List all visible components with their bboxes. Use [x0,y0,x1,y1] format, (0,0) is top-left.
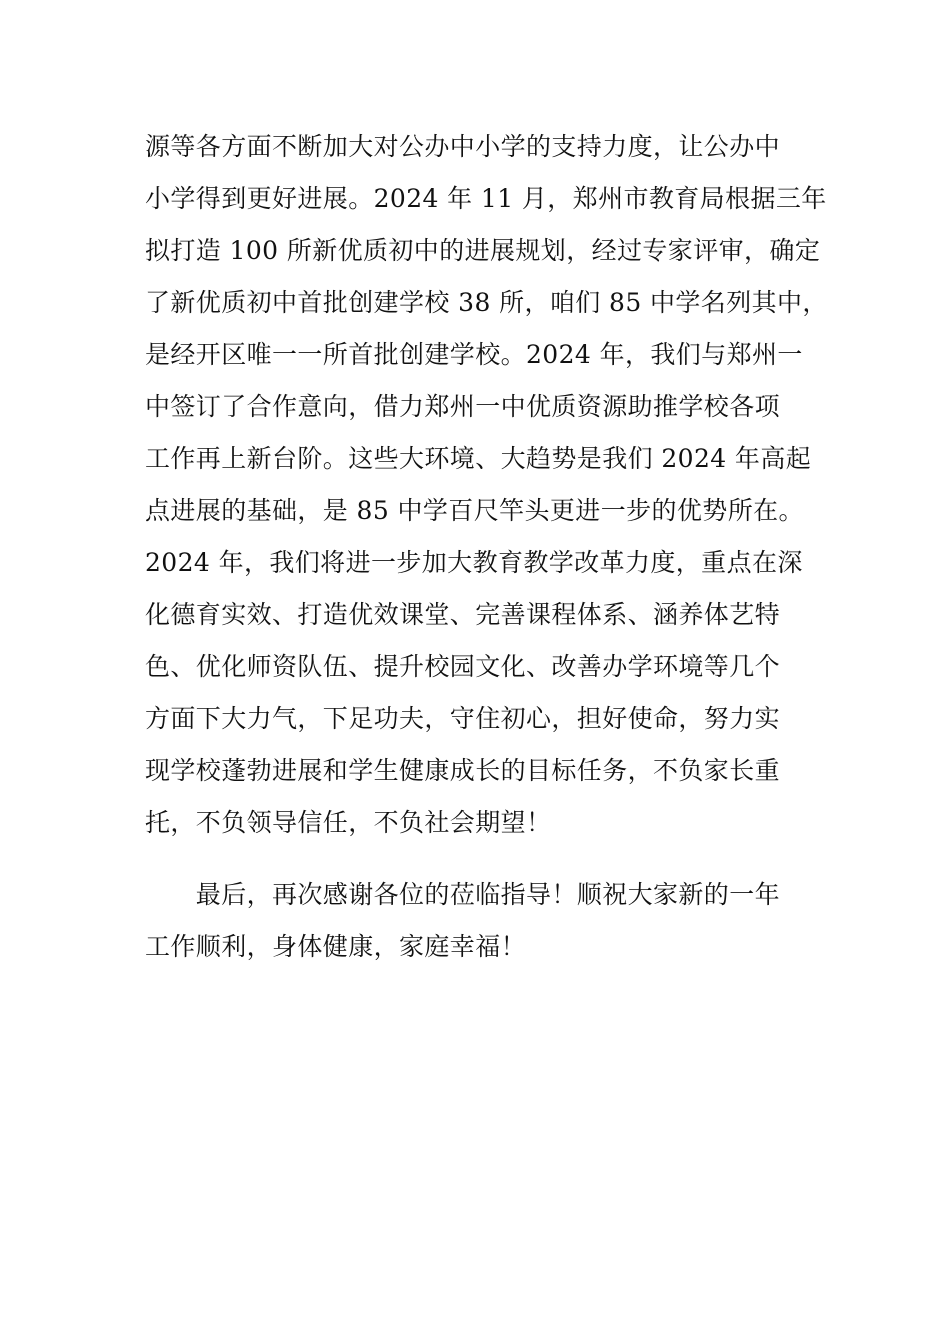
paragraph-line: 托，不负领导信任，不负社会期望！ [145,808,552,837]
paragraph-line: 是经开区唯一一所首批创建学校。2024 年，我们与郑州一 [145,340,803,369]
paragraph-line: 化德育实效、打造优效课堂、完善课程体系、涵养体艺特 [145,600,781,629]
paragraph-line: 小学得到更好进展。2024 年 11 月，郑州市教育局根据三年 [145,184,827,213]
paragraph-line: 工作再上新台阶。这些大环境、大趋势是我们 2024 年高起 [145,444,812,473]
paragraph-line: 工作顺利，身体健康，家庭幸福！ [145,932,527,961]
paragraph-line: 点进展的基础，是 85 中学百尺竿头更进一步的优势所在。 [145,496,804,525]
paragraph-line: 现学校蓬勃进展和学生健康成长的目标任务，不负家长重 [145,756,781,785]
paragraph-line: 2024 年，我们将进一步加大教育教学改革力度，重点在深 [145,548,803,577]
paragraph-line: 源等各方面不断加大对公办中小学的支持力度，让公办中 [145,132,781,161]
paragraph-line: 拟打造 100 所新优质初中的进展规划，经过专家评审，确定 [145,236,821,265]
paragraph-line: 方面下大力气，下足功夫，守住初心，担好使命，努力实 [145,704,781,733]
paragraph-line: 色、优化师资队伍、提升校园文化、改善办学环境等几个 [145,652,781,681]
paragraph-line: 最后，再次感谢各位的莅临指导！顺祝大家新的一年 [145,880,781,909]
paragraph-line: 了新优质初中首批创建学校 38 所，咱们 85 中学名列其中， [145,288,828,317]
paragraph-line: 中签订了合作意向，借力郑州一中优质资源助推学校各项 [145,392,781,421]
